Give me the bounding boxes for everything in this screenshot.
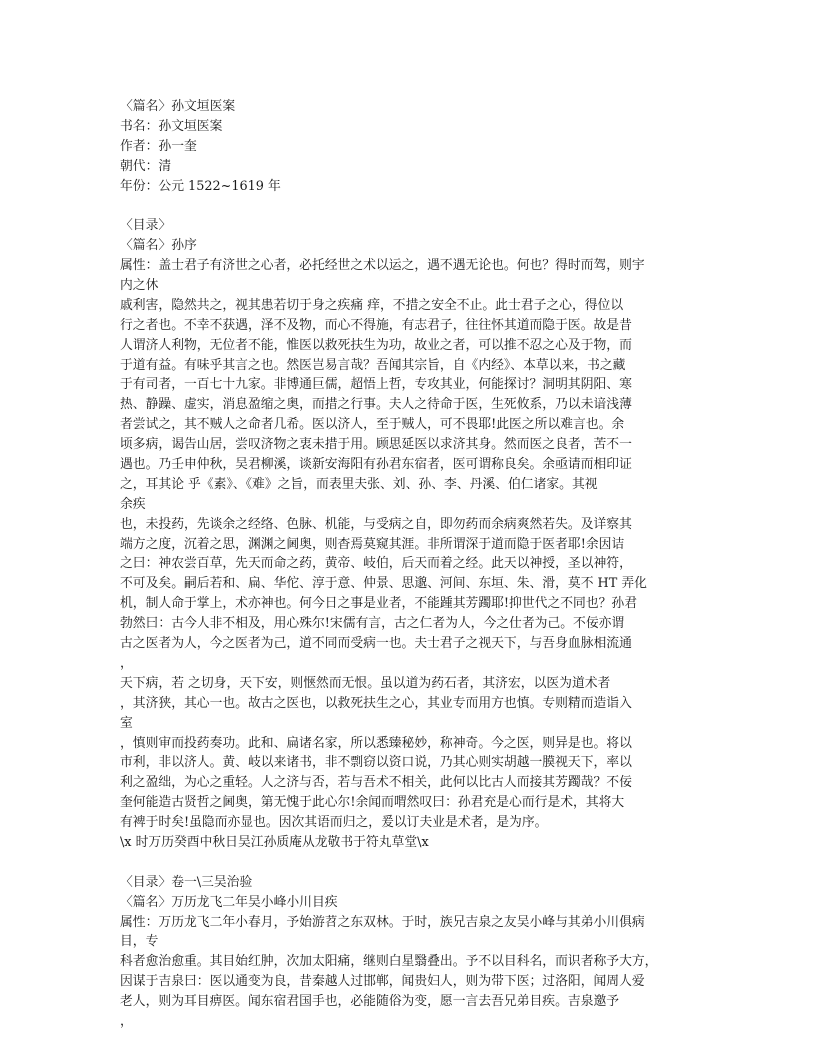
preface-text-line: 室 (120, 715, 133, 731)
document-page (120, 97, 710, 1032)
spacer (120, 196, 710, 216)
section-text-line: ， (120, 1013, 133, 1029)
section-text-line: 属性：万历龙飞二年小春月，予始游苕之东双林。于时，族兄吉泉之友吴小峰与其弟小川俱病 (120, 914, 645, 930)
section-text-line: 因谋于吉泉曰：医以通变为良，昔秦越人过邯郸，闻贵妇人，则为带下医；过洛阳，闻周人爱 (120, 974, 645, 990)
toc-heading: 〈目录〉 (120, 218, 172, 234)
section-body (120, 913, 710, 1032)
preface-text-line: 行之者也。不幸不获遇，泽不及物，而心不得施，有志君子，往往怀其道而隐于医。故是昔 (120, 317, 632, 333)
preface-text-line: 于道有益。有味乎其言之也。然医岂易言哉？吾闻其宗旨，自《内经》、本草以来，书之藏 (120, 357, 626, 373)
preface-text-line: 余疾 (120, 496, 146, 512)
preface-text-line: 有裨于时矣!虽隐而亦显也。因次其语而归之，爰以订夫业是术者，是为序。 (120, 815, 548, 831)
preface-text-line: 遇也。乃壬申仲秋，吴君柳溪，谈新安海阳有孙君东宿者，医可谓称良矣。余亟请而相印证 (120, 457, 632, 473)
preface-text-line: 之曰：神农尝百草，先天而命之药，黄帝、岐伯，后天而着之经。此天以神授，圣以神符， (120, 556, 632, 572)
author-line: 作者：孙一奎 (120, 138, 197, 154)
dynasty-line: 朝代：清 (120, 158, 172, 174)
preface-text-line: 利之盈绌，为心之重轻。人之济与否，若与吾术不相关，此何以比古人而接其芳躅哉？不佞 (120, 775, 632, 791)
preface-text-line: ，慎则审而投药奏功。此和、扁诸名家，所以悉臻秘妙，称神奇。今之医，则异是也。将以 (120, 735, 632, 751)
preface-text-line: 市利，非以济人。黄、岐以来诸书，非不剽窃以资口说，乃其心则实胡越一膜视天下，率以 (120, 755, 632, 771)
section-text-line: 目，专 (120, 934, 159, 950)
preface-text-line: 属性：盖士君子有济世之心者，必托经世之术以运之，遇不遇无论也。何也？得时而驾，则宇 (120, 258, 645, 274)
preface-text-line: 不可及矣。嗣后若和、扁、华佗、淳于意、仲景、思邈、河间、东垣、朱、滑，莫不 HT 弄化 (120, 576, 647, 592)
preface-text-line: 之，耳其论 乎《素》、《难》之旨，而表里夫张、刘、孙、李、丹溪、伯仁诸家。其视 (120, 476, 598, 492)
year-line: 年份：公元 1522~1619 年 (120, 178, 281, 194)
preface-text-line: 也，未投药，先谈余之经络、色脉、机能，与受病之自，即勿药而余病爽然若失。及详察其 (120, 516, 632, 532)
preface-body (120, 256, 710, 853)
preface-text-line: 端方之度，沉着之思，渊渊之阃奥，则杳焉莫窥其涯。非所谓深于道而隐于医者耶!余因诘 (120, 536, 625, 552)
preface-text-line: 奎何能造古贤哲之阃奥，第无愧于此心尔!余闻而喟然叹曰：孙君充是心而行是术，其将大 (120, 795, 625, 811)
preface-chapter-heading: 〈篇名〉孙序 (120, 238, 197, 254)
section-text-line: 老人，则为耳目痹医。闻东宿君国手也，必能随俗为变，愿一言去吾兄弟目疾。吉泉邀予 (120, 994, 620, 1010)
preface-text-line: 勃然曰：古今人非不相及，用心殊尔!宋儒有言，古之仁者为人，今之仕者为己。不佞亦谓 (120, 616, 625, 632)
preface-text-line: ，其济狭，其心一也。故古之医也，以救死扶生之心，其业专而用方也慎。专则精而造诣入 (120, 695, 632, 711)
preface-text-line: 内之休 (120, 278, 159, 294)
preface-text-line: 人谓济人利物，无位者不能，惟医以救死扶生为功，故业之者，可以推不忍之心及于物，而 (120, 337, 632, 353)
section-chapter-heading: 〈篇名〉万历龙飞二年吴小峰小川目疾 (120, 894, 338, 910)
preface-text-line: ， (120, 655, 133, 671)
book-title: 书名：孙文垣医案 (120, 118, 223, 134)
preface-text-line: 者尝试之，其不贼人之命者几希。医以济人，至于贼人，可不畏耶!此医之所以难言也。余 (120, 417, 625, 433)
preface-text-line: 戚利害，隐然共之，视其患若切于身之疾痛 痒，不措之安全不止。此士君子之心，得位以 (120, 297, 624, 313)
section-toc-heading: 〈目录〉卷一\三吴治验 (120, 874, 253, 890)
chapter-heading: 〈篇名〉孙文垣医案 (120, 99, 236, 114)
preface-text-line: 热、静躁、虚实，消息盈缩之奥，而措之行事。夫人之待命于医，生死攸系，乃以未谙浅薄 (120, 397, 632, 413)
spacer (120, 853, 710, 873)
preface-text-line: 古之医者为人，今之医者为己，道不同而受病一也。夫士君子之视天下，与吾身血脉相流通 (120, 636, 632, 652)
preface-text-line: 顷多病，谒告山居，尝叹济物之衷未措于用。顾思延医以求济其身。然而医之良者，苦不一 (120, 437, 632, 453)
preface-text-line: 于有司者，一百七十九家。非博通巨儒，超悟上哲，专攻其业，何能探讨？洞明其阴阳、寒 (120, 377, 632, 393)
preface-text-line: 机，制人命于掌上，术亦神也。何今日之事是业者，不能踵其芳躅耶!抑世代之不同也？孙君 (120, 596, 638, 612)
section-text-line: 科者愈治愈重。其目始红肿，次加太阳痛，继则白星翳叠出。予不以目科名，而识者称予大方， (120, 954, 658, 970)
preface-text-line: 天下病，若 之切身，天下安，则惬然而无恨。虽以道为药石者，其济宏，以医为道术者 (120, 675, 611, 691)
preface-text-line: \x 时万历癸酉中秋日吴江孙质庵从龙敬书于符丸草堂\x (120, 834, 429, 850)
